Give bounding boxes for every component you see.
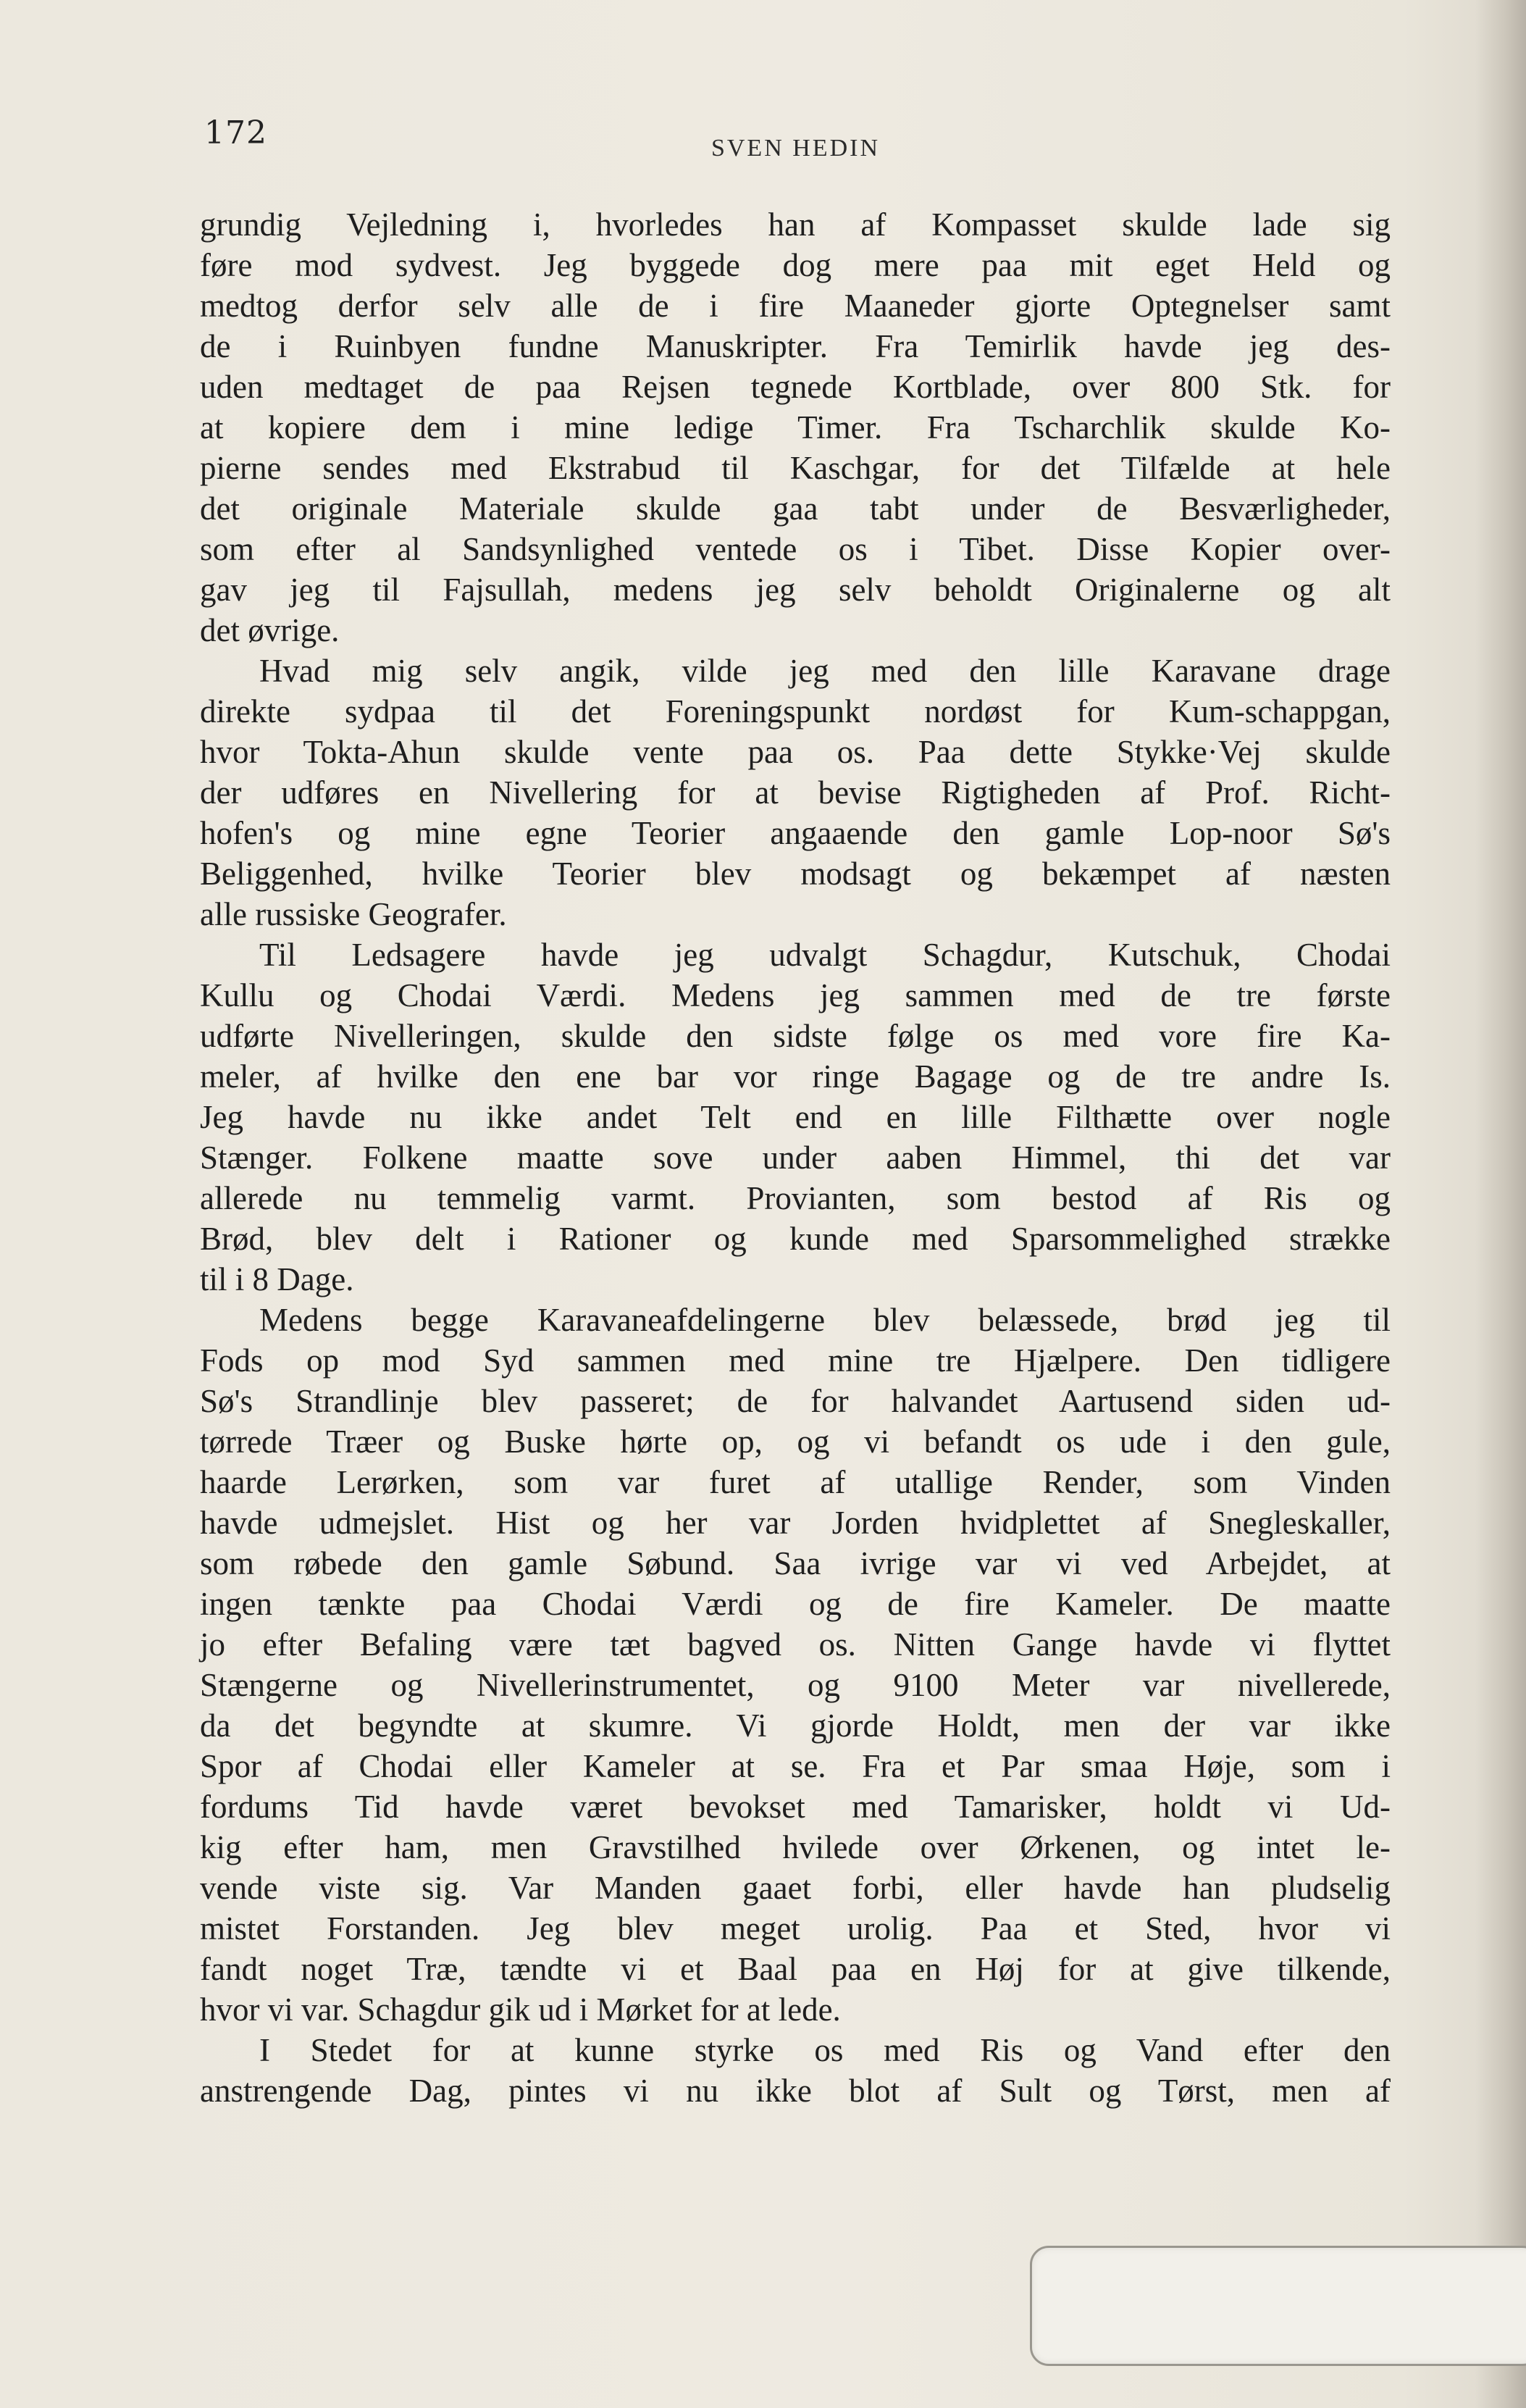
- text-line: vende viste sig. Var Manden gaaet forbi, eller havde han pludselig: [200, 1870, 1391, 1906]
- text-line: Medens begge Karavaneafdelingerne blev belæssede, brød jeg til: [259, 1302, 1391, 1338]
- text-line: allerede nu temmelig varmt. Provianten, som bestod af Ris og: [200, 1180, 1391, 1216]
- text-line: grundig Vejledning i, hvorledes han af Kompasset skulde lade sig: [200, 206, 1391, 243]
- body-text: [200, 204, 1391, 2111]
- text-line: kig efter ham, men Gravstilhed hvilede over Ørkenen, og intet le-: [200, 1829, 1391, 1865]
- text-line: direkte sydpaa til det Foreningspunkt nordøst for Kum-schappgan,: [200, 693, 1391, 729]
- paragraph: [200, 2030, 1391, 2111]
- text-line: Hvad mig selv angik, vilde jeg med den lille Karavane drage: [259, 653, 1391, 689]
- text-line: uden medtaget de paa Rejsen tegnede Kortblade, over 800 Stk. for: [200, 369, 1391, 405]
- text-line: haarde Lerørken, som var furet af utallige Render, som Vinden: [200, 1464, 1391, 1500]
- text-line: alle russiske Geografer.: [200, 896, 507, 932]
- text-line: Brød, blev delt i Rationer og kunde med Sparsommelighed strække: [200, 1221, 1391, 1257]
- text-line: da det begyndte at skumre. Vi gjorde Holdt, men der var ikke: [200, 1707, 1391, 1744]
- text-line: ingen tænkte paa Chodai Værdi og de fire Kameler. De maatte: [200, 1586, 1391, 1622]
- text-line: at kopiere dem i mine ledige Timer. Fra Tscharchlik skulde Ko-: [200, 409, 1391, 446]
- running-title: SVEN HEDIN: [710, 135, 881, 162]
- text-line: Beliggenhed, hvilke Teorier blev modsagt og bekæmpet af næsten: [200, 856, 1391, 892]
- text-line: det øvrige.: [200, 612, 340, 648]
- text-line: som røbede den gamle Søbund. Saa ivrige var vi ved Arbejdet, at: [200, 1545, 1391, 1581]
- text-line: fandt noget Træ, tændte vi et Baal paa en Høj for at give tilkende,: [200, 1951, 1391, 1987]
- text-line: I Stedet for at kunne styrke os med Ris og Vand efter den: [259, 2032, 1391, 2068]
- text-line: jo efter Befaling være tæt bagved os. Nitten Gange havde vi flyttet: [200, 1626, 1391, 1663]
- text-line: mistet Forstanden. Jeg blev meget urolig. Paa et Sted, hvor vi: [200, 1910, 1391, 1947]
- page-number: 172: [204, 114, 267, 151]
- text-line: Kullu og Chodai Værdi. Medens jeg sammen med de tre første: [200, 977, 1391, 1013]
- text-line: føre mod sydvest. Jeg byggede dog mere paa mit eget Held og: [200, 247, 1391, 283]
- text-line: hvor vi var. Schagdur gik ud i Mørket for at lede.: [200, 1991, 841, 2028]
- text-line: Spor af Chodai eller Kameler at se. Fra et Par smaa Høje, som i: [200, 1748, 1391, 1784]
- text-line: meler, af hvilke den ene bar vor ringe Bagage og de tre andre Is.: [200, 1058, 1391, 1095]
- text-line: som efter al Sandsynlighed ventede os i Tibet. Disse Kopier over-: [200, 531, 1391, 567]
- paragraph: [200, 651, 1391, 935]
- text-line: det originale Materiale skulde gaa tabt under de Besværligheder,: [200, 490, 1391, 527]
- text-line: Til Ledsagere havde jeg udvalgt Schagdur, Kutschuk, Chodai: [259, 937, 1391, 973]
- text-line: Sø's Strandlinje blev passeret; de for halvandet Aartusend siden ud-: [200, 1383, 1391, 1419]
- text-line: der udføres en Nivellering for at bevise Rigtigheden af Prof. Richt-: [200, 774, 1391, 811]
- text-line: gav jeg til Fajsullah, medens jeg selv beholdt Originalerne og alt: [200, 572, 1391, 608]
- paragraph: [200, 1300, 1391, 2030]
- paragraph: [200, 935, 1391, 1300]
- text-line: udførte Nivelleringen, skulde den sidste følge os med vore fire Ka-: [200, 1018, 1391, 1054]
- text-line: hofen's og mine egne Teorier angaaende den gamle Lop-noor Sø's: [200, 815, 1391, 851]
- text-line: tørrede Træer og Buske hørte op, og vi befandt os ude i den gule,: [200, 1424, 1391, 1460]
- library-label-sticker: [1030, 2246, 1526, 2366]
- paragraph: [200, 204, 1391, 651]
- text-line: medtog derfor selv alle de i fire Maaneder gjorte Optegnelser samt: [200, 288, 1391, 324]
- text-line: til i 8 Dage.: [200, 1261, 354, 1297]
- text-line: havde udmejslet. Hist og her var Jorden hvidplettet af Snegleskaller,: [200, 1505, 1391, 1541]
- text-line: pierne sendes med Ekstrabud til Kaschgar, for det Tilfælde at hele: [200, 450, 1391, 486]
- text-line: anstrengende Dag, pintes vi nu ikke blot af Sult og Tørst, men af: [200, 2073, 1391, 2109]
- text-line: Stængerne og Nivellerinstrumentet, og 9100 Meter var nivellerede,: [200, 1667, 1391, 1703]
- text-line: fordums Tid havde været bevokset med Tamarisker, holdt vi Ud-: [200, 1789, 1391, 1825]
- text-line: de i Ruinbyen fundne Manuskripter. Fra Temirlik havde jeg des-: [200, 328, 1391, 364]
- page-edge-shadow: [1475, 0, 1526, 2408]
- text-line: Jeg havde nu ikke andet Telt end en lille Filthætte over nogle: [200, 1099, 1391, 1135]
- text-line: Fods op mod Syd sammen med mine tre Hjælpere. Den tidligere: [200, 1342, 1391, 1379]
- text-line: Stænger. Folkene maatte sove under aaben Himmel, thi det var: [200, 1140, 1391, 1176]
- text-line: hvor Tokta-Ahun skulde vente paa os. Paa dette Stykke·Vej skulde: [200, 734, 1391, 770]
